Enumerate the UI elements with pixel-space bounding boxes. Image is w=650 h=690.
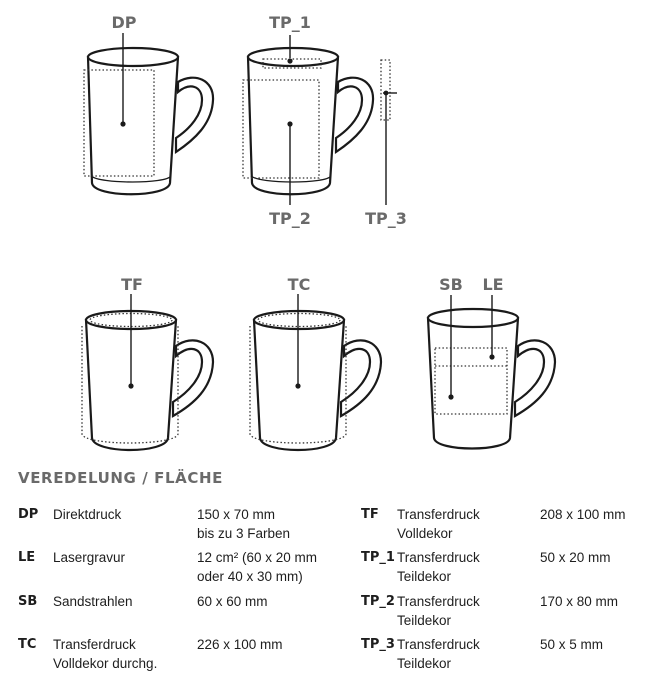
code-tp2: TP_2 <box>361 594 395 609</box>
table-row <box>361 635 395 654</box>
code-tc: TC <box>18 637 37 652</box>
label-tp3: TP_3 <box>365 209 407 228</box>
code-tf: TF <box>361 507 379 522</box>
table-row <box>18 548 35 567</box>
mug-sb-le <box>428 275 555 449</box>
table-row <box>18 635 36 654</box>
size-sb: 60 x 60 mm <box>197 594 268 609</box>
label-dp: DP <box>111 13 137 32</box>
code-tp3: TP_3 <box>361 637 395 652</box>
mug-tp <box>243 13 407 228</box>
label-le: LE <box>482 275 504 294</box>
table-row <box>361 505 379 524</box>
mug-dp <box>84 13 213 194</box>
size-tp1: 50 x 20 mm <box>540 550 611 565</box>
label-tf: TF <box>121 275 143 294</box>
table-row <box>361 592 395 611</box>
method-sb: Sandstrahlen <box>53 594 133 609</box>
section-heading: VEREDELUNG / FLÄCHE <box>18 469 223 487</box>
size-tf: 208 x 100 mm <box>540 507 626 522</box>
size-tp3: 50 x 5 mm <box>540 637 604 652</box>
label-tc: TC <box>287 275 311 294</box>
table-row <box>18 505 38 524</box>
label-sb: SB <box>439 275 463 294</box>
table-row <box>361 548 395 567</box>
size-tc: 226 x 100 mm <box>197 637 283 652</box>
size-le: 12 cm² (60 x 20 mm oder 40 x 30 mm) <box>197 550 318 584</box>
table-row <box>18 592 37 611</box>
method-le: Lasergravur <box>53 550 126 565</box>
mug-tc <box>250 275 381 450</box>
label-tp2: TP_2 <box>269 209 311 228</box>
code-le: LE <box>18 550 36 565</box>
method-tp3: Transferdruck Teildekor <box>397 637 480 671</box>
label-tp1: TP_1 <box>269 13 311 32</box>
code-sb: SB <box>18 594 38 609</box>
method-dp: Direktdruck <box>53 507 122 522</box>
method-tc: Transferdruck Volldekor durchg. <box>53 637 158 671</box>
method-tf: Transferdruck Volldekor <box>397 507 480 541</box>
code-tp1: TP_1 <box>361 550 395 565</box>
code-dp: DP <box>18 507 39 522</box>
mug-tf <box>82 275 213 450</box>
method-tp1: Transferdruck Teildekor <box>397 550 480 584</box>
size-tp2: 170 x 80 mm <box>540 594 619 609</box>
method-tp2: Transferdruck Teildekor <box>397 594 480 628</box>
size-dp: 150 x 70 mm bis zu 3 Farben <box>197 507 291 541</box>
